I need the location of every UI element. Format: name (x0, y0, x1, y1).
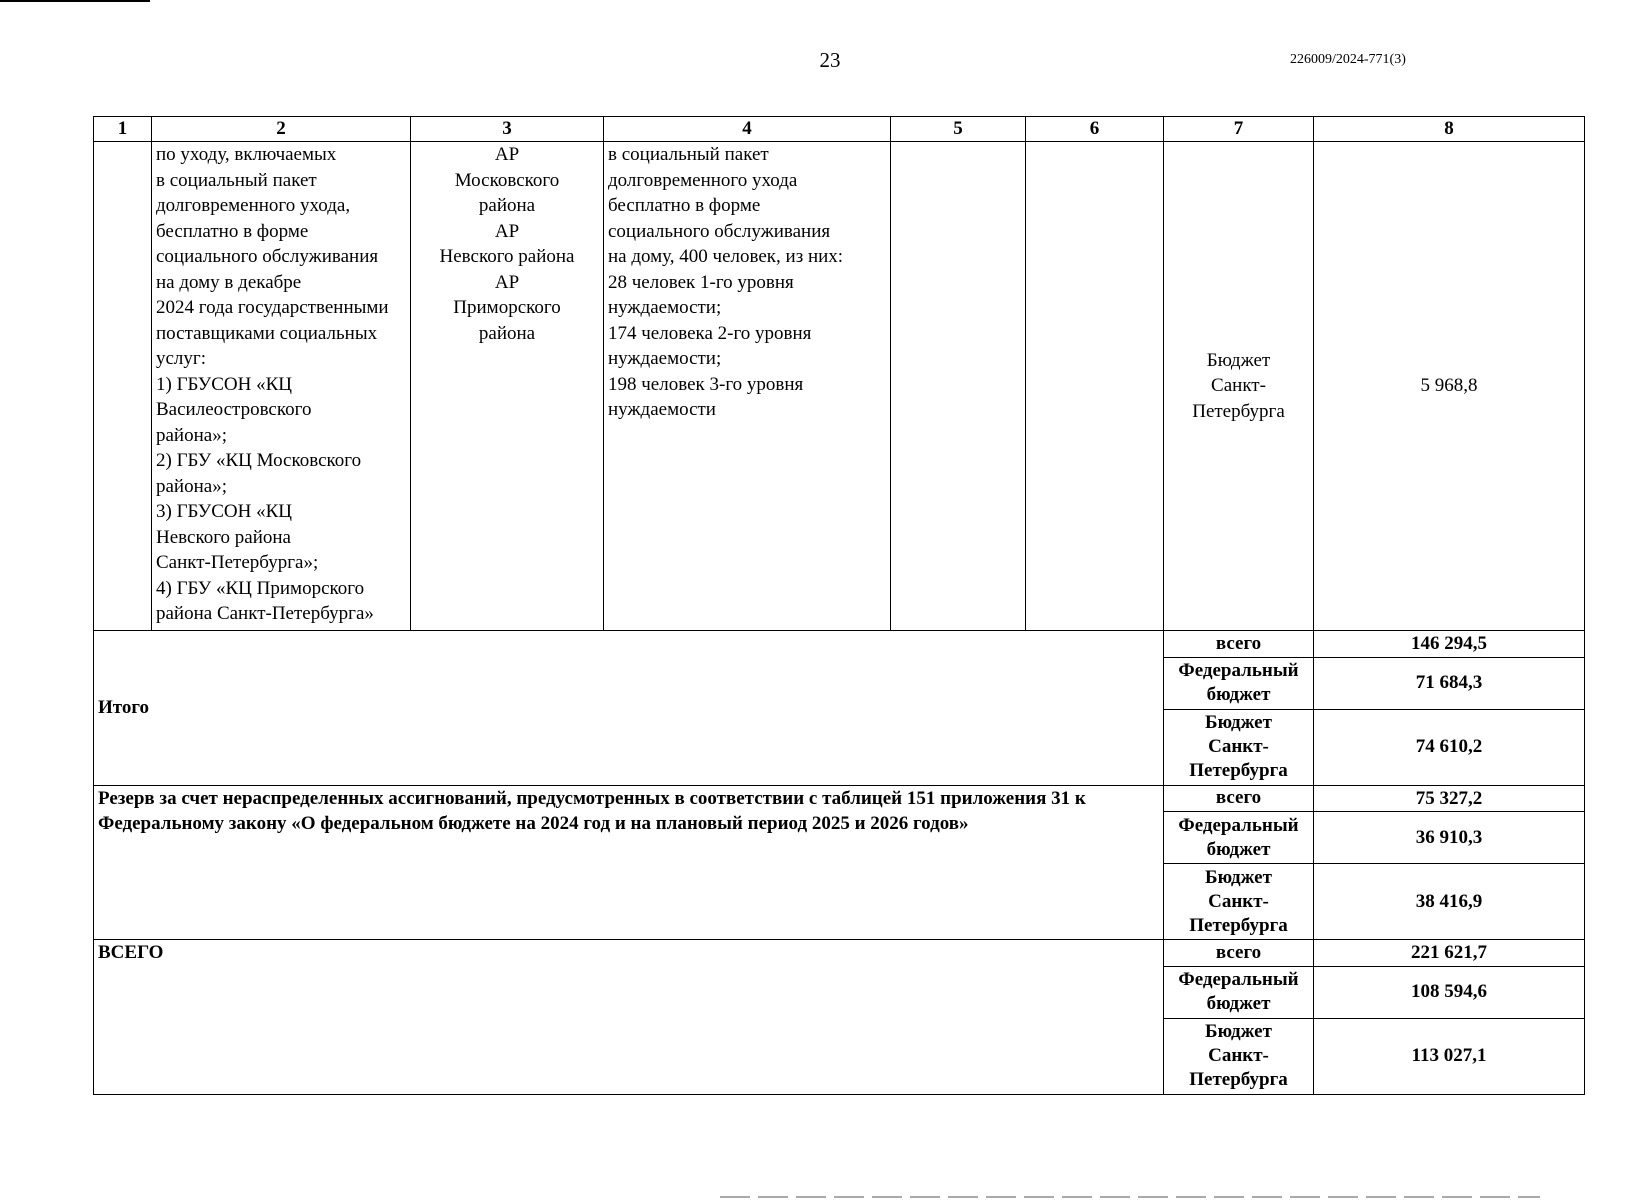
column-header-1: 1 (94, 117, 152, 142)
column-header-3: 3 (411, 117, 604, 142)
table-row (94, 142, 1585, 631)
itogo-value-spb: 74 610,2 (1314, 709, 1585, 785)
event-description-cell: по уходу, включаемых в социальный пакет долговременного ухода, бесплатно в форме социального обслуживания на дому в декабре 2024 года государственными поставщиками социальных услуг: 1) ГБУСОН «КЦ Василеостровского района»; 2) ГБУ «КЦ Московского района»; 3) ГБУСОН «КЦ Невского района Санкт-Петербурга»; 4) ГБУ «КЦ Приморского района Санкт-Петербурга» (152, 142, 411, 631)
reserve-label: Резерв за счет нераспределенных ассигнований, предусмотренных в соответствии с таблицей 151 приложения 31 к Федеральному закону «О федеральном бюджете на 2024 год и на плановый период 2025 и 2026 годов» (94, 785, 1164, 940)
responsible-cell: АР Московского района АР Невского района АР Приморского района (411, 142, 604, 631)
itogo-row-total (94, 631, 1585, 658)
document-code: 226009/2024-771(3) (1290, 52, 1406, 67)
vsego-value-spb: 113 027,1 (1314, 1018, 1585, 1094)
vsego-source-total: всего (1164, 940, 1314, 967)
reserve-value-total: 75 327,2 (1314, 785, 1585, 812)
column-5-cell (891, 142, 1026, 631)
result-cell: в социальный пакет долговременного ухода бесплатно в форме социального обслуживания на дому, 400 человек, из них: 28 человек 1-го уровня нуждаемости; 174 человека 2-го уровня нуждаемости; 198 человек 3-го уровня нуждаемости (604, 142, 891, 631)
reserve-source-federal: Федеральный бюджет (1164, 812, 1314, 864)
vsego-value-federal: 108 594,6 (1314, 966, 1585, 1018)
itogo-value-total: 146 294,5 (1314, 631, 1585, 658)
page-number: 23 (819, 48, 841, 72)
itogo-source-federal: Федеральный бюджет (1164, 657, 1314, 709)
vsego-label: ВСЕГО (94, 940, 1164, 1095)
column-header-8: 8 (1314, 117, 1585, 142)
bottom-edge-rule (720, 1196, 1540, 1198)
row-number-cell (94, 142, 152, 631)
itogo-value-federal: 71 684,3 (1314, 657, 1585, 709)
vsego-source-spb: Бюджет Санкт- Петербурга (1164, 1018, 1314, 1094)
vsego-row-total (94, 940, 1585, 967)
itogo-source-spb: Бюджет Санкт- Петербурга (1164, 709, 1314, 785)
reserve-value-spb: 38 416,9 (1314, 864, 1585, 940)
column-header-7: 7 (1164, 117, 1314, 142)
column-header-row (94, 117, 1585, 142)
funding-source-cell: Бюджет Санкт- Петербурга (1164, 142, 1314, 631)
vsego-source-federal: Федеральный бюджет (1164, 966, 1314, 1018)
column-header-2: 2 (152, 117, 411, 142)
top-edge-rule (0, 0, 150, 2)
itogo-source-total: всего (1164, 631, 1314, 658)
reserve-source-spb: Бюджет Санкт- Петербурга (1164, 864, 1314, 940)
reserve-row-total (94, 785, 1585, 812)
vsego-value-total: 221 621,7 (1314, 940, 1585, 967)
reserve-value-federal: 36 910,3 (1314, 812, 1585, 864)
column-header-6: 6 (1026, 117, 1164, 142)
amount-cell: 5 968,8 (1314, 142, 1585, 631)
column-header-4: 4 (604, 117, 891, 142)
budget-table (93, 116, 1585, 1095)
reserve-source-total: всего (1164, 785, 1314, 812)
column-header-5: 5 (891, 117, 1026, 142)
column-6-cell (1026, 142, 1164, 631)
itogo-label: Итого (94, 631, 1164, 786)
